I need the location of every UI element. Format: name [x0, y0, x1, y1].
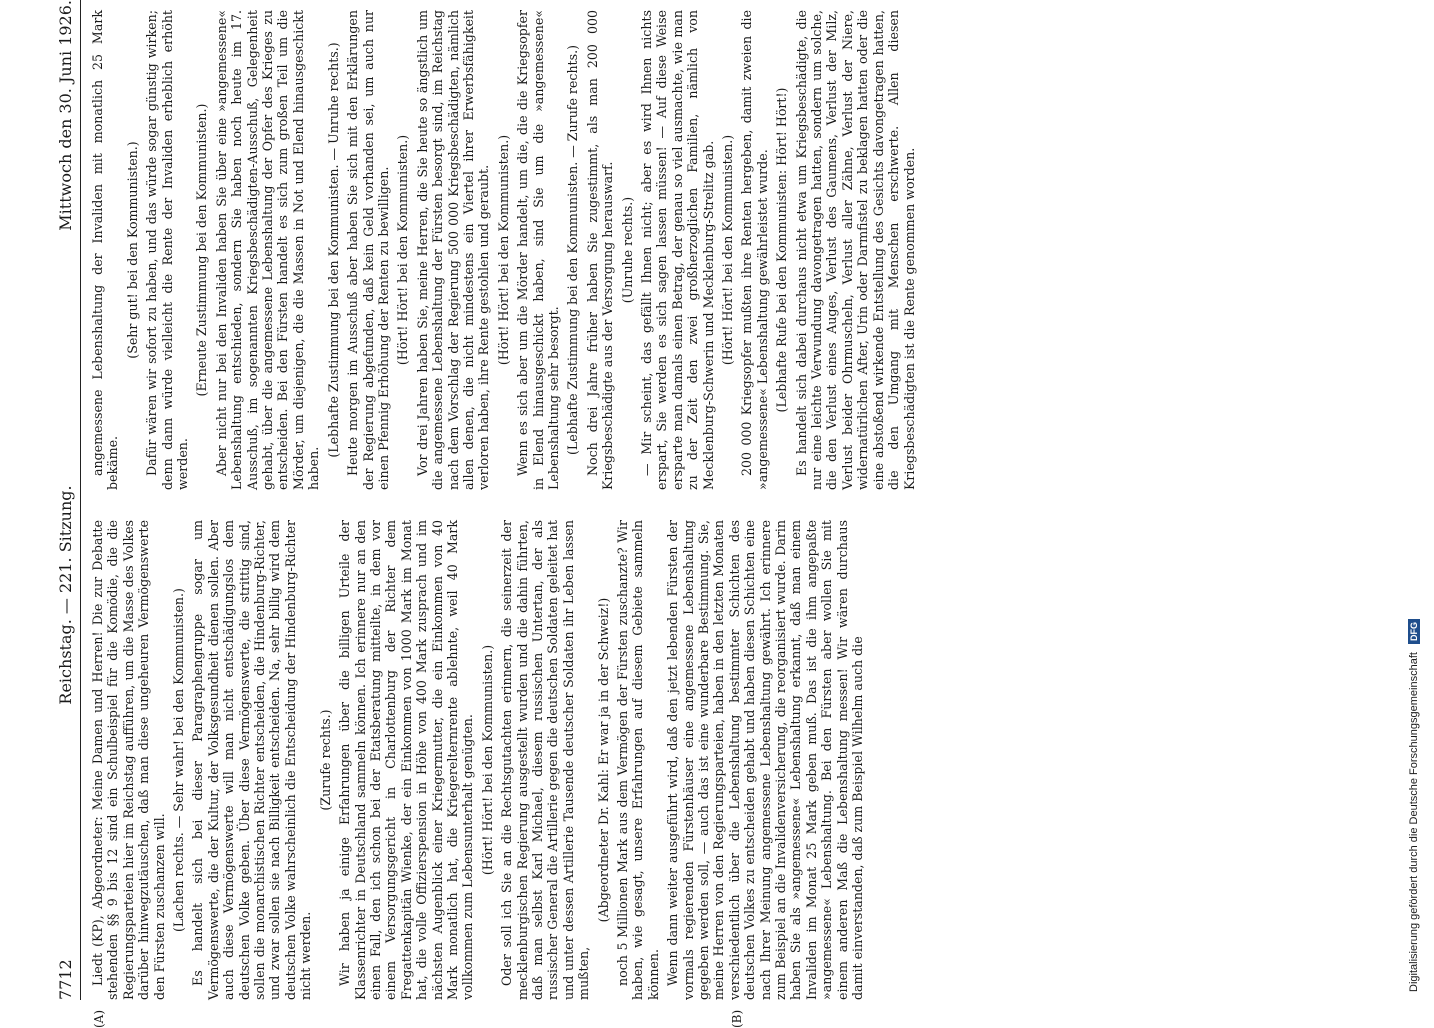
paragraph: Heute morgen im Ausschuß aber haben Sie sich mit den Erklärungen der Regierung abgefunden, daß kein Geld vorhanden sei, um auch nur einen Pfennig Erhöhung der Renten zu bewilligen.	[345, 10, 391, 490]
header-date: Mittwoch den 30. Juni 1926.	[55, 0, 75, 231]
funding-note	[1402, 8, 1426, 992]
rotated-document	[50, 0, 1410, 1028]
margin-mark-a: (A)	[92, 1009, 106, 1028]
paragraph: Aber nicht nur bei den Invaliden haben Sie über eine »angemessene« Lebenshaltung entschieden, sondern Sie haben noch heute im 17. Ausschuß, im sogenannten Kriegsbeschädigten-Ausschuß, Gelegenheit gehabt, über die angemessene Lebenshaltung der Opfer des Krieges zu entscheiden. Bei den Fürsten handelt es sich zum großen Teil um die Mörder, um diejenigen, die die Massen in Not und Elend hinausgeschickt haben.	[213, 10, 322, 490]
page-number: 7712	[55, 959, 75, 1000]
paragraph: Wenn es sich aber um die Mörder handelt, um die, die die Kriegsopfer in Elend hinausgeschickt haben, sind Sie um die »angemessene« Lebenshaltung sehr besorgt.	[515, 10, 561, 490]
header-session: Reichstag. — 221. Sitzung.	[55, 485, 75, 705]
interjection: (Hört! Hört! bei den Kommunisten.)	[479, 644, 495, 876]
paragraph: Oder soll ich Sie an die Rechtsgutachten erinnern, die seinerzeit der mecklenburgischen Regierung ausgestellt wurden und die dahin führten, daß man selbst Karl Michael, diesem russischen Untertan, der als russischer General die Artillerie gegen die deutschen Soldaten geleitet hat und unter dessen Artillerie Tausende deutscher Soldaten ihr Leben lassen mußten,	[499, 520, 592, 1000]
paragraph: angemessene Lebenshaltung der Invaliden mit monatlich 25 Mark bekäme.	[90, 10, 121, 490]
dfg-logo: DFG	[1408, 619, 1420, 644]
interjection: (Unruhe rechts.)	[619, 196, 635, 304]
interjection: (Lebhafte Zustimmung bei den Kommunisten. — Unruhe rechts.)	[325, 42, 341, 458]
interjection: (Lachen rechts. — Sehr wahr! bei den Kommunisten.)	[171, 588, 187, 932]
paragraph: 200 000 Kriegsopfer mußten ihre Renten hergeben, damit zweien die »angemessene« Lebenshaltung gewährleistet wurde.	[739, 10, 770, 490]
page-header	[50, 0, 80, 1000]
interjection: (Sehr gut! bei den Kommunisten.)	[124, 141, 140, 359]
interjection: (Erneute Zustimmung bei den Kommunisten.)	[194, 103, 210, 397]
interjection: (Lebhafte Zustimmung bei den Kommunisten. — Zurufe rechts.)	[565, 45, 581, 456]
right-column	[90, 10, 921, 490]
paragraph: Es handelt sich bei dieser Paragraphengruppe sogar um Vermögenswerte, die der Kultur, der Volksgesundheit dienen sollen. Aber auch diese Vermögenswerte will man nicht entschädigungslos dem deutschen Volke geben. Über diese Vermögenswerte, die strittig sind, sollen die monarchistischen Richter entscheiden, die Hindenburg-Richter, und zwar sollen sie nach Billigkeit entscheiden. Na, sehr billig wird dem deutschen Volke wahrscheinlich die Entscheidung der Hindenburg-Richter nicht werden.	[190, 520, 314, 1000]
interjection: (Abgeordneter Dr. Kahl: Er war ja in der Schweiz!)	[595, 597, 611, 923]
paragraph: Vor drei Jahren haben Sie, meine Herren, die Sie heute so ängstlich um die angemessene Lebenshaltung der Fürsten besorgt sind, im Reichstag nach dem Vorschlag der Regierung 500 000 Kriegsbeschädigten, nämlich allen denen, die nicht mindestens ein Viertel ihrer Erwerbsfähigkeit verloren haben, ihre Rente gestohlen und geraubt.	[414, 10, 492, 490]
paragraph: Wir haben ja einige Erfahrungen über die billigen Urteile der Klassenrichter in Deutschland sammeln können. Ich erinnere nur an den einen Fall, den ich schon bei der Etatsberatung mitteilte, in dem vor einem Versorgungsgericht in Charlottenburg der Richter dem Fregattenkapitän Wienke, der ein Einkommen von 1000 Mark im Monat hat, die volle Offizierspension in Höhe von 400 Mark zusprach und im nächsten Augenblick einer Kriegermutter, die ein Einkommen von 40 Mark monatlich hat, die Kriegerelternrente ablehnte, weil 40 Mark vollkommen zum Lebensunterhalt genügten.	[337, 520, 476, 1000]
left-column	[90, 520, 870, 1000]
paragraph: Es handelt sich dabei durchaus nicht etwa um Kriegsbeschädigte, die nur eine leichte Verwundung davongetragen hatten, sondern um solche, die den Verlust eines Auges, Verlust des Gaumens, Verlust der Milz, Verlust beider Ohrmuscheln, Verlust aller Zähne, Verlust der Niere, widernatürlichen After, Urin oder Darmfistel zu beklagen hatten oder die eine abstoßend wirkende Entstellung des Gesichts davongetragen hatten, die den Umgang mit Menschen erschwerte. Allen diesen Kriegsbeschädigten ist die Rente genommen worden.	[793, 10, 917, 490]
interjection: (Hört! Hört! bei den Kommunisten.)	[720, 134, 736, 366]
margin-mark-b: (B)	[730, 1009, 744, 1028]
paragraph: noch 5 Millionen Mark aus dem Vermögen der Fürsten zuschanzte? Wir haben, wie gesagt, unsere Erfahrungen auf diesem Gebiete sammeln können.	[615, 520, 661, 1000]
paragraph: Wenn dann weiter ausgeführt wird, daß den jetzt lebenden Fürsten der vormals regierenden Fürstenhäuser eine angemessene Lebenshaltung gegeben werden soll, — auch das ist eine wunderbare Bestimmung. Sie, meine Herren von den Regierungsparteien, haben in den letzten Monaten verschiedentlich über die Lebenshaltung bestimmter Schichten des deutschen Volkes zu entscheiden gehabt und haben diesen Schichten eine nach Ihrer Meinung angemessene Lebenshaltung gewährt. Ich erinnere zum Beispiel an die Invalidenversicherung, die reorganisiert wurde. Darin haben Sie als »angemessene« Lebenshaltung erkannt, daß man einem Invaliden im Monat 25 Mark geben muß. Das ist die ihm angepaßte »angemessene« Lebenshaltung. Bei den Fürsten aber wollen Sie mit einem anderen Maß die Lebenshaltung messen! Wir wären durchaus damit einverstanden, daß zum Beispiel Wilhelm auch die	[665, 520, 866, 1000]
interjection: (Hört! Hört! bei den Kommunisten.)	[395, 134, 411, 366]
interjection: (Zurufe rechts.)	[317, 709, 333, 811]
funding-note-text: Digitalisierung gefördert durch die Deutsche Forschungsgemeinschaft	[1408, 652, 1420, 992]
interjection: (Hört! Hört! bei den Kommunisten.)	[495, 134, 511, 366]
paragraph: Liedt (KP), Abgeordneter: Meine Damen und Herren! Die zur Debatte stehenden §§ 9 bis 12 sind ein Schulbeispiel für die Komödie, die die Regierungsparteien hier im Reichstag aufführen, um die Masse des Volkes darüber hinwegzutäuschen, daß man diese ungeheuren Vermögenswerte den Fürsten zuschanzen will.	[90, 520, 167, 1000]
interjection: (Lebhafte Rufe bei den Kommunisten: Hört! Hört!)	[774, 87, 790, 413]
paragraph: Dafür wären wir sofort zu haben, und das würde sogar günstig wirken; denn dann würde vielleicht die Rente der Invaliden erheblich erhöht werden.	[144, 10, 191, 490]
header-rule	[80, 0, 81, 1000]
paragraph: — Mir scheint, das gefällt Ihnen nicht; aber es wird Ihnen nichts erspart, Sie werden es sich sagen lassen müssen! — Auf diese Weise ersparte man damals einen Betrag, der genau so viel ausmachte, wie man zu der Zeit den zwei großherzoglichen Familien, nämlich von Mecklenburg-Schwerin und Mecklenburg-Strelitz gab.	[639, 10, 716, 490]
paragraph: Noch drei Jahre früher haben Sie zugestimmt, als man 200 000 Kriegsbeschädigte aus der Versorgung herauswarf.	[584, 10, 616, 490]
